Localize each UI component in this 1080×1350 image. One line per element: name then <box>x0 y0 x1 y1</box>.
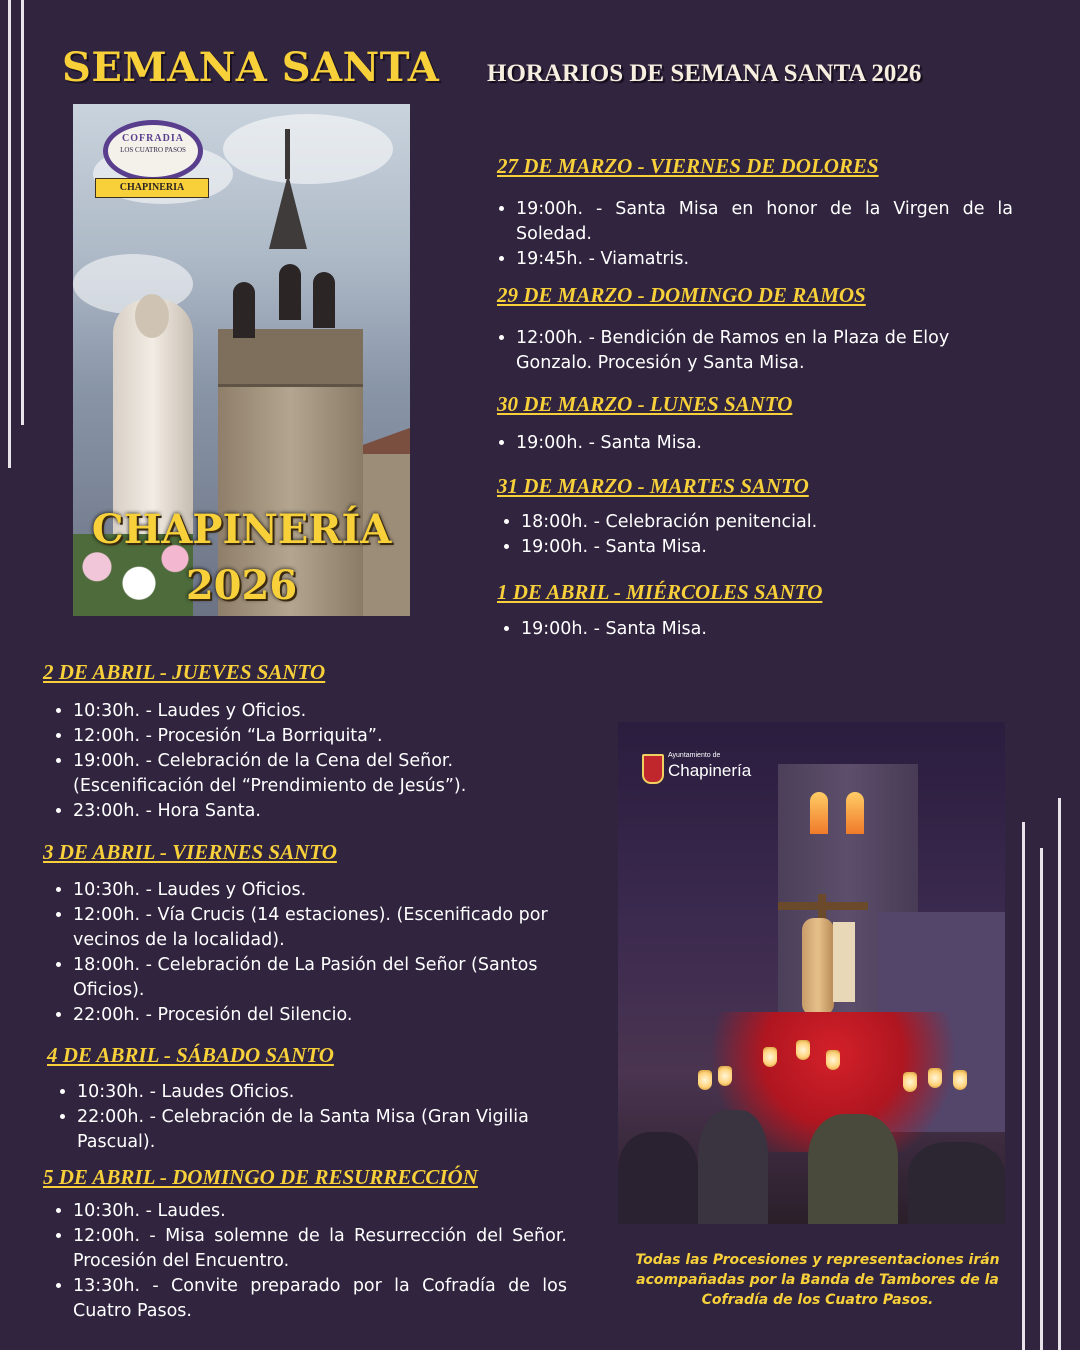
decorative-line <box>1058 798 1061 1350</box>
event-list <box>54 878 565 1028</box>
cofradia-ribbon: CHAPINERIA <box>95 178 209 198</box>
event-item: • 19:00h. - Santa Misa. <box>521 617 1021 642</box>
event-item: • 13:30h. - Convite preparado por la Cofradía de los Cuatro Pasos. <box>73 1274 567 1324</box>
day-heading: 1 DE ABRIL - MIÉRCOLES SANTO <box>497 580 823 604</box>
event-item: • 12:00h. - Vía Crucis (14 estaciones). (Escenificado por vecinos de la localidad). <box>73 903 565 953</box>
decorative-line <box>21 0 24 425</box>
event-item: • 10:30h. - Laudes y Oficios. <box>73 699 543 724</box>
day-heading: 4 DE ABRIL - SÁBADO SANTO <box>47 1043 334 1067</box>
event-item: • 23:00h. - Hora Santa. <box>73 799 543 824</box>
event-item: • 10:30h. - Laudes Oficios. <box>77 1080 557 1105</box>
day-heading: 29 DE MARZO - DOMINGO DE RAMOS <box>497 283 866 307</box>
event-item: • 22:00h. - Celebración de la Santa Misa (Gran Vigilia Pascual). <box>77 1105 557 1155</box>
event-item: • 19:00h. - Santa Misa. <box>521 535 1021 560</box>
event-item: • 18:00h. - Celebración penitencial. <box>521 510 1021 535</box>
event-item: • 12:00h. - Misa solemne de la Resurrección del Señor. Procesión del Encuentro. <box>73 1224 567 1274</box>
event-item: • 19:00h. - Santa Misa. <box>516 431 1016 456</box>
event-list <box>497 326 1016 376</box>
event-item: • 19:45h. - Viamatris. <box>516 247 1013 272</box>
event-list <box>54 1199 567 1324</box>
event-item: • 12:00h. - Procesión “La Borriquita”. <box>73 724 543 749</box>
poster-year: 2026 <box>185 562 298 609</box>
decorative-line <box>8 0 11 468</box>
procession-photo: Ayuntamiento de Chapinería <box>618 722 1005 1224</box>
event-list <box>497 431 1016 456</box>
event-item: • 18:00h. - Celebración de La Pasión del Señor (Santos Oficios). <box>73 953 565 1003</box>
event-list <box>502 617 1021 642</box>
day-heading: 30 DE MARZO - LUNES SANTO <box>497 392 793 416</box>
page-title: SEMANA SANTA <box>62 44 440 91</box>
decorative-line <box>1040 848 1043 1350</box>
event-item: • 19:00h. - Santa Misa en honor de la Virgen de la Soledad. <box>516 197 1013 247</box>
event-list <box>54 699 543 824</box>
cofradia-logo: COFRADIA LOS CUATRO PASOS <box>103 120 203 182</box>
page-subtitle: HORARIOS DE SEMANA SANTA 2026 <box>487 60 922 87</box>
footer-note: Todas las Procesiones y representaciones irán acompañadas por la Banda de Tambores de la Cofradía de los Cuatro Pasos. <box>635 1252 1000 1308</box>
day-heading: 2 DE ABRIL - JUEVES SANTO <box>43 660 326 684</box>
event-item: • 12:00h. - Bendición de Ramos en la Plaza de Eloy Gonzalo. Procesión y Santa Misa. <box>516 326 1016 376</box>
day-heading: 5 DE ABRIL - DOMINGO DE RESURRECCIÓN <box>43 1165 478 1189</box>
shield-icon <box>642 754 664 784</box>
event-item: • 10:30h. - Laudes y Oficios. <box>73 878 565 903</box>
event-list <box>497 197 1013 272</box>
event-list <box>502 510 1021 560</box>
event-item: • 10:30h. - Laudes. <box>73 1199 567 1224</box>
event-item: • 19:00h. - Celebración de la Cena del Señor. (Escenificación del “Prendimiento de Jesús”). <box>73 749 543 799</box>
day-heading: 31 DE MARZO - MARTES SANTO <box>497 474 809 498</box>
day-heading: 27 DE MARZO - VIERNES DE DOLORES <box>497 154 879 178</box>
day-heading: 3 DE ABRIL - VIERNES SANTO <box>43 840 337 864</box>
decorative-line <box>1022 822 1025 1350</box>
event-list <box>58 1080 557 1155</box>
poster-title: CHAPINERÍA <box>91 506 392 553</box>
event-item: • 22:00h. - Procesión del Silencio. <box>73 1003 565 1028</box>
poster-image <box>73 104 410 616</box>
